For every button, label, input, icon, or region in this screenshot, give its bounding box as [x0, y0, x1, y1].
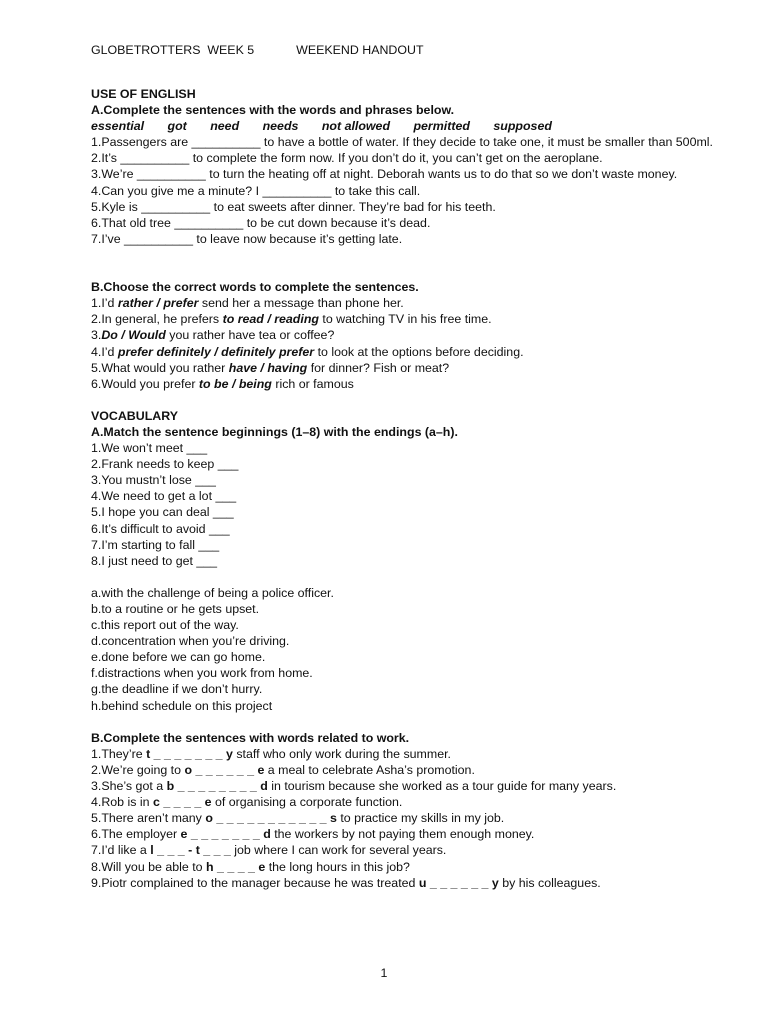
item-text: job where I can work for several years.: [230, 843, 447, 858]
sentence-ending: e.done before we can go home.: [91, 650, 266, 665]
word-bank-item: essential: [91, 119, 145, 134]
word-choice: rather / prefer: [117, 296, 199, 311]
item-text: send her a message than phone her.: [198, 296, 404, 311]
uoe-b-item: [91, 344, 731, 360]
sentence-ending: b.to a routine or he gets upset.: [91, 602, 260, 616]
letter-clue: c _ _ _ _ e: [152, 795, 212, 810]
uoe-a-instruction: A.Complete the sentences with the words and phrases below.: [91, 103, 455, 118]
item-text: 5.There aren’t many: [91, 811, 206, 826]
item-text: to practice my skills in my job.: [336, 811, 505, 826]
letter-clue: h _ _ _ _ e: [206, 859, 266, 874]
letter-clue: t _ _ _ _ _ _ _ y: [146, 746, 233, 761]
item-text: 4.Rob is in: [91, 795, 153, 810]
item-text: of organising a corporate function.: [211, 795, 403, 810]
item-text: 3.She’s got a: [91, 779, 167, 794]
letter-clue: e _ _ _ _ _ _ _ d: [180, 827, 271, 842]
letter-clue: u _ _ _ _ _ _ y: [418, 875, 499, 890]
word-choice: have / having: [228, 360, 308, 375]
uoe-b-item: [91, 295, 731, 311]
vocab-b-item: [91, 794, 731, 810]
item-text: rich or famous: [271, 376, 354, 391]
word-bank-item: supposed: [493, 119, 552, 134]
letter-clue: b _ _ _ _ _ _ _ _ d: [166, 779, 268, 794]
item-text: for dinner? Fish or meat?: [307, 360, 450, 375]
item-text: 4.I’d: [91, 344, 118, 359]
uoe-a-item: 6.That old tree __________ to be cut down because it’s dead.: [91, 215, 431, 230]
vocab-b-item: [91, 762, 731, 778]
item-text: the workers by not paying them enough money.: [270, 827, 535, 842]
sentence-beginning: 7.I’m starting to fall ___: [91, 537, 220, 552]
word-bank-item: needs: [262, 119, 299, 134]
sentence-ending: f.distractions when you work from home.: [91, 666, 313, 681]
item-text: in tourism because she worked as a tour guide for many years.: [267, 779, 617, 794]
uoe-b-item: [91, 311, 731, 327]
item-text: 1.I’d: [91, 296, 118, 311]
word-choice: to read / reading: [222, 312, 319, 327]
sentence-beginning: 8.I just need to get ___: [91, 553, 218, 568]
uoe-b-item: [91, 327, 731, 343]
vocab-b-item: [91, 859, 731, 875]
sentence-beginning: 5.I hope you can deal ___: [91, 505, 234, 520]
letter-clue: o _ _ _ _ _ _ e: [184, 762, 265, 777]
vocab-b-item: [91, 875, 731, 891]
word-bank-item: not allowed: [321, 119, 391, 134]
sentence-beginning: 6.It’s difficult to avoid ___: [91, 521, 230, 536]
item-text: 9.Piotr complained to the manager because he was treated: [91, 875, 419, 890]
sentence-ending: c.this report out of the way.: [91, 618, 239, 633]
item-text: staff who only work during the summer.: [232, 746, 451, 761]
word-choice: to be / being: [198, 376, 272, 391]
vocabulary-heading: VOCABULARY: [91, 408, 178, 423]
item-text: by his colleagues.: [498, 875, 601, 890]
header-course-week: GLOBETROTTERS WEEK 5: [91, 43, 255, 57]
word-bank-item: got: [167, 119, 187, 134]
vocab-a-instruction: A.Match the sentence beginnings (1–8) with the endings (a–h).: [91, 424, 458, 439]
sentence-ending: a.with the challenge of being a police officer.: [91, 585, 334, 600]
vocab-b-item: [91, 746, 731, 762]
item-text: 6.The employer: [91, 827, 181, 842]
letter-clue: l _ _ _ - t _ _ _: [150, 843, 231, 858]
vocab-b-item: [91, 810, 731, 826]
item-text: 7.I’d like a: [91, 843, 151, 858]
vocab-b-item: [91, 778, 731, 794]
sentence-beginning: 3.You mustn’t lose ___: [91, 473, 216, 488]
item-text: the long hours in this job?: [265, 859, 410, 874]
uoe-a-item: 3.We’re __________ to turn the heating off at night. Deborah wants us to do that so we don’t waste money.: [91, 167, 678, 182]
item-text: 2.In general, he prefers: [91, 312, 223, 327]
sentence-ending: h.behind schedule on this project: [91, 698, 273, 713]
uoe-a-item: 1.Passengers are __________ to have a bottle of water. If they decide to take one, it must be smaller than 500ml.: [91, 135, 713, 150]
uoe-a-item: 7.I’ve __________ to leave now because it’s getting late.: [91, 231, 403, 246]
item-text: 3.: [91, 328, 102, 343]
uoe-b-item: [91, 376, 731, 392]
word-choice: prefer definitely / definitely prefer: [117, 344, 315, 359]
letter-clue: o _ _ _ _ _ _ _ _ _ _ _ s: [205, 811, 337, 826]
use-of-english-heading: USE OF ENGLISH: [91, 87, 196, 101]
vocab-b-item: [91, 842, 731, 858]
sentence-ending: g.the deadline if we don’t hurry.: [91, 682, 263, 697]
vocab-b-instruction: B.Complete the sentences with words related to work.: [91, 730, 410, 745]
word-bank-item: permitted: [413, 119, 470, 134]
uoe-a-item: 4.Can you give me a minute? I __________ to take this call.: [91, 183, 421, 198]
item-text: to look at the options before deciding.: [314, 344, 524, 359]
uoe-a-item: 2.It’s __________ to complete the form now. If you don’t do it, you can’t get on the aeroplane.: [91, 151, 603, 166]
sentence-ending: d.concentration when you’re driving.: [91, 634, 290, 649]
word-bank: [91, 118, 731, 134]
worksheet-body: [91, 86, 731, 891]
item-text: you rather have tea or coffee?: [165, 328, 335, 343]
item-text: 8.Will you be able to: [91, 859, 207, 874]
page-header: [91, 43, 424, 57]
item-text: 2.We’re going to: [91, 762, 185, 777]
item-text: 5.What would you rather: [91, 360, 229, 375]
vocab-b-item: [91, 826, 731, 842]
page-number: 1: [380, 966, 388, 980]
uoe-a-item: 5.Kyle is __________ to eat sweets after dinner. They’re bad for his teeth.: [91, 199, 496, 214]
sentence-beginning: 2.Frank needs to keep ___: [91, 457, 239, 472]
sentence-beginning: 4.We need to get a lot ___: [91, 489, 237, 504]
item-text: to watching TV in his free time.: [318, 312, 492, 327]
word-bank-item: need: [210, 119, 240, 134]
item-text: a meal to celebrate Asha’s promotion.: [264, 762, 475, 777]
uoe-b-item: [91, 360, 731, 376]
header-handout-title: WEEKEND HANDOUT: [296, 43, 424, 57]
uoe-b-instruction: B.Choose the correct words to complete the sentences.: [91, 280, 419, 295]
word-choice: Do / Would: [101, 328, 166, 343]
item-text: 1.They’re: [91, 746, 147, 761]
item-text: 6.Would you prefer: [91, 376, 199, 391]
sentence-beginning: 1.We won’t meet ___: [91, 441, 208, 456]
